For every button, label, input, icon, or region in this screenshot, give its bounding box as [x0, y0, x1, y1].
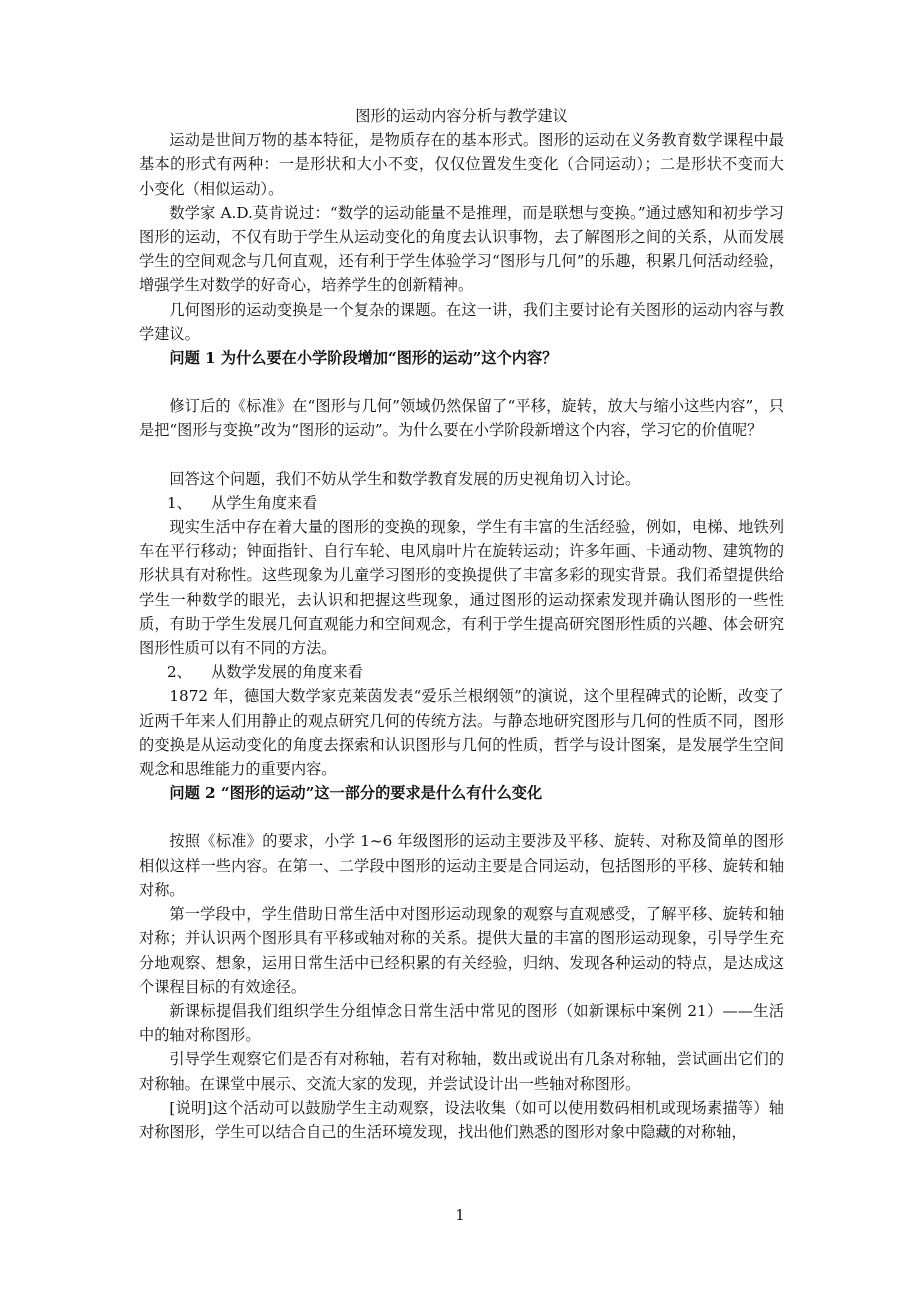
- point1-number: 1、: [167, 493, 192, 512]
- blank-line: [139, 443, 784, 467]
- point1-heading: [139, 491, 784, 515]
- intro-paragraph: 运动是世间万物的基本特征，是物质存在的基本形式。图形的运动在义务教育数学课程中最基本的形式有两种：一是形状和大小不变，仅仅位置发生变化（合同运动）；二是形状不变而大小变化（相似运动）。: [139, 131, 784, 198]
- blank-line: [139, 370, 784, 394]
- point2-heading: [139, 660, 784, 684]
- question1-paragraph: 回答这个问题，我们不妨从学生和数学教育发展的历史视角切入讨论。: [169, 469, 641, 488]
- page-number: 1: [455, 1206, 465, 1224]
- blank-line: [139, 805, 784, 829]
- point1-text: 现实生活中存在着大量的图形的变换的现象，学生有丰富的生活经验，例如，电梯、地铁列车在平行移动；钟面指针、自行车轮、电风扇叶片在旋转运动；许多年画、卡通动物、建筑物的形状具有对称性。这些现象为儿童学习图形的变换提供了丰富多彩的现实背景。我们希望提供给学生一种数学的眼光，去认识和把握这些现象，通过图形的运动探索发现并确认图形的一些性质，有助于学生发展几何直观能力和空间观念，有利于学生提高研究图形性质的兴趣、体会研究图形性质可以有不同的方法。: [139, 518, 784, 658]
- document-body: [139, 104, 784, 1144]
- question2-paragraph: 按照《标准》的要求，小学 1~6 年级图形的运动主要涉及平移、旋转、对称及简单的图形相似这样一些内容。在第一、二学段中图形的运动主要是合同运动，包括图形的平移、旋转和轴对称。: [139, 832, 784, 899]
- point2-title: 从数学发展的角度来看: [211, 663, 363, 682]
- question2-heading: 问题 2 “图形的运动”这一部分的要求是什么有什么变化: [169, 784, 543, 803]
- question2-paragraph: 第一学段中，学生借助日常生活中对图形运动现象的观察与直观感受，了解平移、旋转和轴对称；并认识两个图形具有平移或轴对称的关系。提供大量的丰富的图形运动现象，引导学生充分地观察、想象，运用日常生活中已经积累的有关经验，归纳、发现各种运动的特点，是达成这个课程目标的有效途径。: [139, 905, 784, 996]
- question2-paragraph: [说明]这个活动可以鼓励学生主动观察，设法收集（如可以使用数码相机或现场素描等）轴对称图形，学生可以结合自己的生活环境发现，找出他们熟悉的图形对象中隐藏的对称轴，: [139, 1098, 784, 1141]
- intro-paragraph: 数学家 A.D.莫肯说过：“数学的运动能量不是推理，而是联想与变换。”通过感知和初步学习图形的运动，不仅有助于学生从运动变化的角度去认识事物，去了解图形之间的关系，从而发展学生的空间观念与几何直观，还有利于学生体验学习“图形与几何”的乐趣，积累几何活动经验，增强学生对数学的好奇心，培养学生的创新精神。: [139, 203, 784, 295]
- point1-title: 从学生角度来看: [211, 493, 318, 512]
- point2-number: 2、: [167, 663, 192, 682]
- point2-text: 1872 年，德国大数学家克莱茵发表“爱乐兰根纲领”的演说，这个里程碑式的论断，改变了近两千年来人们用静止的观点研究几何的传统方法。与静态地研究图形与几何的性质不同，图形的变换是从运动变化的角度去探索和认识图形与几何的性质，哲学与设计图案，是发展学生空间观念和思维能力的重要内容。: [139, 687, 784, 779]
- question1-paragraph: 修订后的《标准》在“图形与几何”领域仍然保留了“平移，旋转，放大与缩小这些内容”，只是把“图形与变换”改为“图形的运动”。为什么要在小学阶段新增这个内容，学习它的价值呢？: [139, 397, 784, 440]
- question2-paragraph: 新课标提倡我们组织学生分组悼念日常生活中常见的图形（如新课标中案例 21）——生活中的轴对称图形。: [139, 1001, 784, 1045]
- document-title: 图形的运动内容分析与教学建议: [355, 107, 568, 125]
- question2-paragraph: 引导学生观察它们是否有对称轴，若有对称轴，数出或说出有几条对称轴，尝试画出它们的对称轴。在课堂中展示、交流大家的发现，并尝试设计出一些轴对称图形。: [139, 1050, 784, 1093]
- intro-paragraph: 几何图形的运动变换是一个复杂的课题。在这一讲，我们主要讨论有关图形的运动内容与教学建议。: [139, 300, 784, 343]
- question1-heading: 问题 1 为什么要在小学阶段增加“图形的运动”这个内容？: [169, 349, 558, 368]
